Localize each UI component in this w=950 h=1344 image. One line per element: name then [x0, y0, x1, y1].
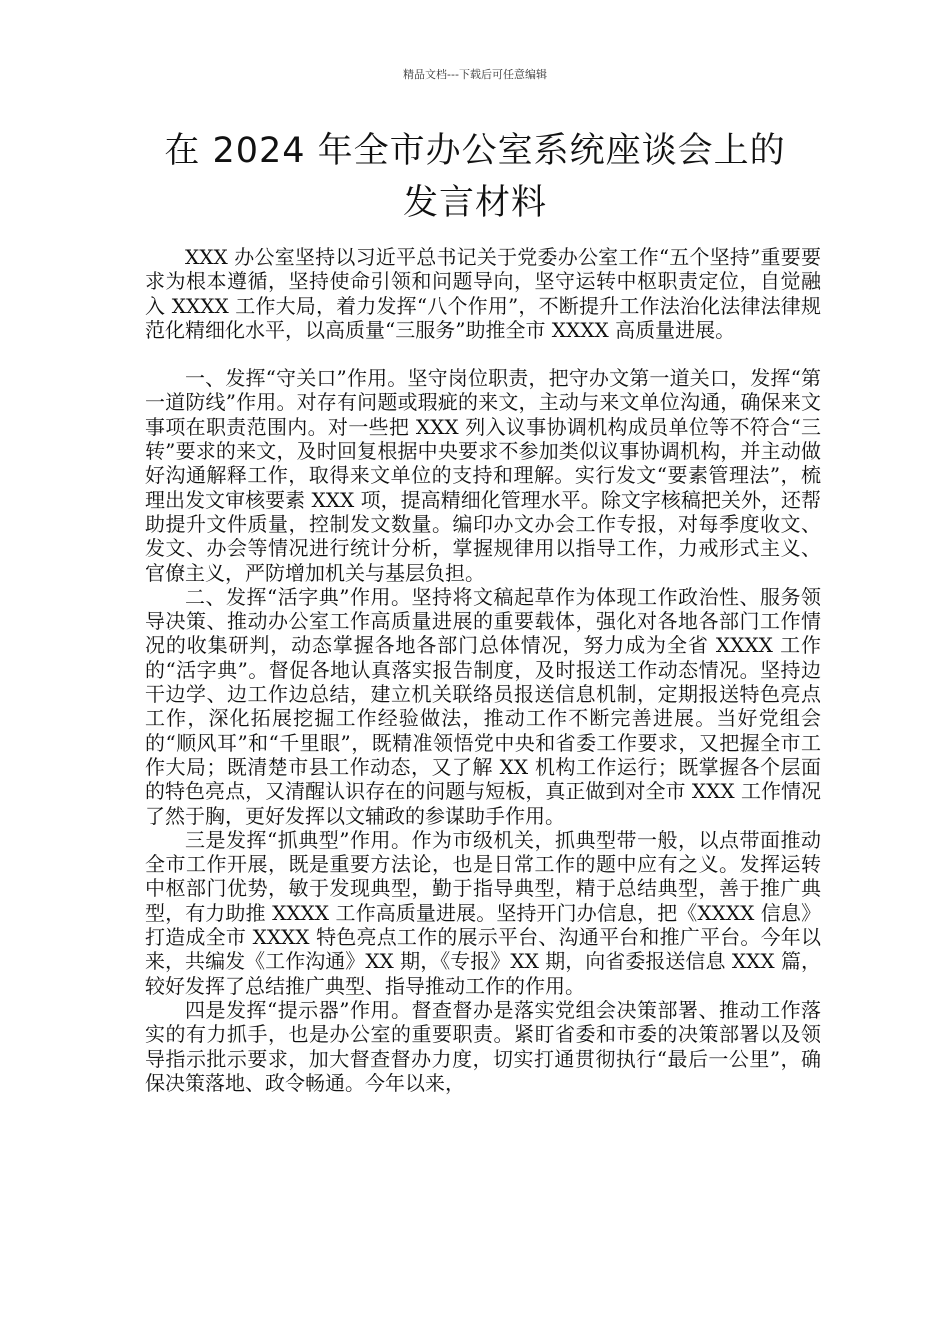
- document-title: [90, 125, 860, 229]
- section-3-paragraph: 三是发挥“抓典型”作用。作为市级机关，抓典型带一般，以点带面推动全市工作开展，既是重要方法论，也是日常工作的题中应有之义。发挥运转中枢部门优势，敏于发现典型，勤于指导典型，精于总结典型，善于推广典型，有力助推 XXXX 工作高质量进展。坚持开门办信息，把《XXXX 信息》打造成全市 XXXX 特色亮点工作的展示平台、沟通平台和推广平台。今年以来，共编发《工作沟通》XX 期，《专报》XX 期，向省委报送信息 XXX 篇，较好发挥了总结推广典型、指导推动工作的作用。: [145, 827, 821, 998]
- intro-paragraph: XXX 办公室坚持以习近平总书记关于党委办公室工作“五个坚持”重要要求为根本遵循，坚持使命引领和问题导向，坚守运转中枢职责定位，自觉融入 XXXX 工作大局，着力发挥“八个作用”，不断提升工作法治化法律法律规范化精细化水平，以高质量“三服务”助推全市 XXXX 高质量进展。: [145, 245, 821, 342]
- title-line-2: 发言材料: [402, 183, 547, 223]
- section-4-paragraph: 四是发挥“提示器”作用。督查督办是落实党组会决策部署、推动工作落实的有力抓手，也是办公室的重要职责。紧盯省委和市委的决策部署以及领导指示批示要求，加大督查督办力度，切实打通贯彻执行“最后一公里”，确保决策落地、政令畅通。今年以来，: [145, 997, 821, 1095]
- section-1-paragraph: 一、发挥“守关口”作用。坚守岗位职责，把守办文第一道关口，发挥“第一道防线”作用。对存有问题或瑕疵的来文，主动与来文单位沟通，确保来文事项在职责范围内。对一些把 XXX 列入议事协调机构成员单位等不符合“三转”要求的来文，及时回复根据中央要求不参加类似议事协调机构，并主动做好沟通解释工作，取得来文单位的支持和理解。实行发文“要素管理法”，梳理出发文审核要素 XXX 项，提高精细化管理水平。除文字核稿把关外，还帮助提升文件质量，控制发文数量。编印办文办会工作专报，对每季度收文、发文、办会等情况进行统计分析，掌握规律用以指导工作，力戒形式主义、官僚主义，严防增加机关与基层负担。: [145, 366, 821, 585]
- title-line-1: 在 2024 年全市办公室系统座谈会上的: [164, 131, 786, 171]
- document-body: [145, 245, 821, 1095]
- paragraph-gap: [145, 342, 821, 366]
- section-2-paragraph: 二、发挥“活字典”作用。坚持将文稿起草作为体现工作政治性、服务领导决策、推动办公室工作高质量进展的重要载体，强化对各地各部门工作情况的收集研判，动态掌握各地各部门总体情况，努力成为全省 XXXX 工作的“活字典”。督促各地认真落实报告制度，及时报送工作动态情况。坚持边干边学、边工作边总结，建立机关联络员报送信息机制，定期报送特色亮点工作，深化拓展挖掘工作经验做法，推动工作不断完善进展。当好党组会的“顺风耳”和“千里眼”，既精准领悟党中央和省委工作要求，又把握全市工作大局；既清楚市县工作动态，又了解 XX 机构工作运行；既掌握各个层面的特色亮点，又清醒认识存在的问题与短板，真正做到对全市 XXX 工作情况了然于胸，更好发挥以文辅政的参谋助手作用。: [145, 584, 821, 828]
- header-note: 精品文档---下载后可任意编辑: [403, 68, 547, 81]
